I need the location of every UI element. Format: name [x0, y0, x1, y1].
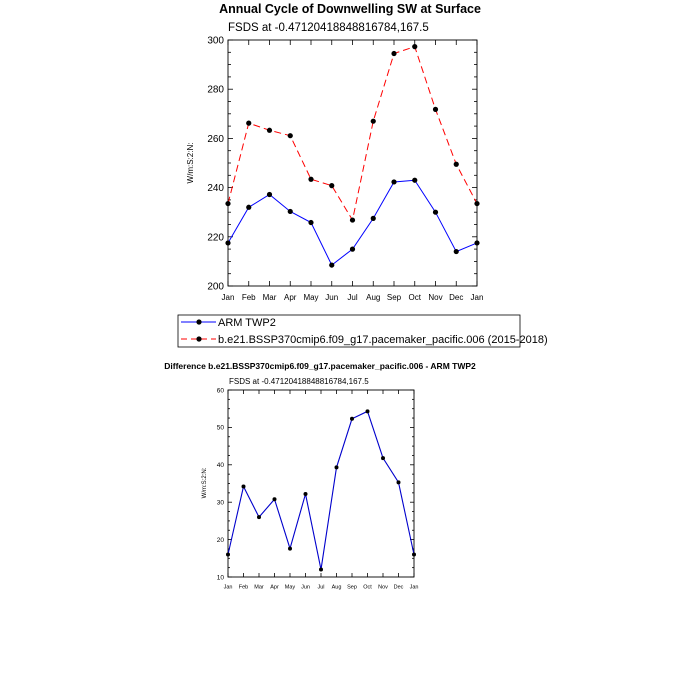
data-point — [433, 210, 438, 215]
x-tick-label: Dec — [393, 584, 404, 591]
data-point — [381, 456, 385, 460]
y-tick-label: 20 — [216, 536, 224, 544]
x-tick-label: Apr — [270, 584, 279, 591]
x-tick-label: Nov — [428, 293, 443, 302]
y-tick-label: 200 — [207, 281, 224, 293]
x-tick-label: Nov — [378, 584, 388, 591]
data-point — [242, 484, 246, 488]
data-point — [308, 220, 313, 225]
legend-marker-model — [196, 336, 201, 341]
data-point — [273, 497, 277, 501]
x-tick-label: Sep — [386, 293, 402, 302]
data-point — [412, 44, 417, 49]
x-tick-label: Jun — [301, 584, 310, 591]
legend — [178, 315, 548, 347]
data-point — [304, 492, 308, 496]
series-line-1 — [228, 47, 477, 220]
x-tick-label: Aug — [331, 584, 342, 591]
plot-area — [207, 36, 483, 303]
data-point — [454, 162, 459, 167]
y-axis-label: W/m:S:2:N: — [186, 142, 195, 184]
data-point — [371, 216, 376, 221]
x-tick-label: Oct — [363, 584, 372, 591]
data-point — [397, 480, 401, 484]
chart-subtitle: FSDS at -0.47120418848816784,167.5 — [228, 22, 429, 34]
data-point — [288, 133, 293, 138]
data-point — [329, 262, 334, 267]
x-tick-label: Jun — [325, 293, 339, 302]
y-tick-label: 240 — [207, 183, 224, 195]
x-tick-label: Mar — [262, 293, 277, 302]
x-tick-label: May — [303, 293, 319, 302]
x-tick-label: Feb — [238, 584, 249, 591]
legend-entry-arm — [181, 317, 276, 329]
y-tick-label: 30 — [216, 499, 224, 507]
x-tick-label: Aug — [366, 293, 381, 302]
data-point — [308, 177, 313, 182]
y-axis-label: W/m:S:2:N: — [202, 467, 208, 499]
difference-chart — [164, 361, 476, 591]
x-tick-label: May — [284, 584, 296, 591]
data-point — [257, 515, 261, 519]
data-point — [225, 240, 230, 245]
x-tick-label: Jan — [470, 293, 484, 302]
y-tick-label: 300 — [207, 35, 224, 47]
data-point — [391, 179, 396, 184]
x-tick-label: Jan — [409, 584, 419, 591]
data-point — [350, 247, 355, 252]
y-tick-label: 260 — [207, 133, 224, 145]
x-tick-label: Mar — [254, 584, 264, 591]
data-point — [329, 183, 334, 188]
x-tick-label: Apr — [284, 293, 297, 302]
data-point — [246, 205, 251, 210]
data-point — [350, 217, 355, 222]
data-point — [474, 201, 479, 206]
legend-label-arm: ARM TWP2 — [218, 317, 276, 329]
data-point — [366, 409, 370, 413]
x-tick-label: Dec — [449, 293, 464, 302]
data-point — [246, 121, 251, 126]
chart-subtitle: FSDS at -0.47120418848816784,167.5 — [229, 377, 369, 386]
data-point — [412, 178, 417, 183]
y-tick-label: 50 — [216, 424, 224, 432]
chart-title: Annual Cycle of Downwelling SW at Surface — [219, 2, 481, 16]
x-tick-label: Oct — [408, 293, 421, 302]
y-tick-label: 40 — [216, 462, 224, 470]
data-point — [225, 201, 230, 206]
data-point — [319, 568, 323, 572]
data-point — [267, 192, 272, 197]
x-tick-label: Jan — [221, 293, 235, 302]
y-tick-label: 280 — [207, 84, 224, 96]
chart-title: Difference b.e21.BSSP370cmip6.f09_g17.pacemaker_pacific.006 - ARM TWP2 — [164, 361, 476, 371]
x-tick-label: Jul — [347, 293, 358, 302]
y-tick-label: 60 — [216, 387, 224, 395]
plot-frame — [228, 390, 414, 577]
data-point — [433, 107, 438, 112]
x-tick-label: Jan — [223, 584, 233, 591]
data-point — [288, 209, 293, 214]
data-point — [288, 547, 292, 551]
legend-label-model: b.e21.BSSP370cmip6.f09_g17.pacemaker_pacific.006 (2015-2018) — [218, 334, 548, 346]
data-point — [474, 240, 479, 245]
y-tick-label: 10 — [216, 574, 224, 582]
x-tick-label: Jul — [317, 584, 325, 591]
legend-marker-arm — [196, 319, 201, 324]
x-tick-label: Sep — [347, 584, 357, 591]
data-point — [371, 119, 376, 124]
plot-area — [217, 387, 419, 590]
y-tick-label: 220 — [207, 232, 224, 244]
data-point — [412, 553, 416, 557]
data-point — [350, 417, 354, 421]
data-point — [454, 249, 459, 254]
annual-cycle-chart — [178, 2, 548, 347]
legend-entry-model — [181, 334, 548, 346]
x-tick-label: Feb — [241, 293, 256, 302]
data-point — [391, 51, 396, 56]
data-point — [335, 465, 339, 469]
series-line-0 — [228, 411, 414, 569]
data-point — [226, 553, 230, 557]
data-point — [267, 128, 272, 133]
